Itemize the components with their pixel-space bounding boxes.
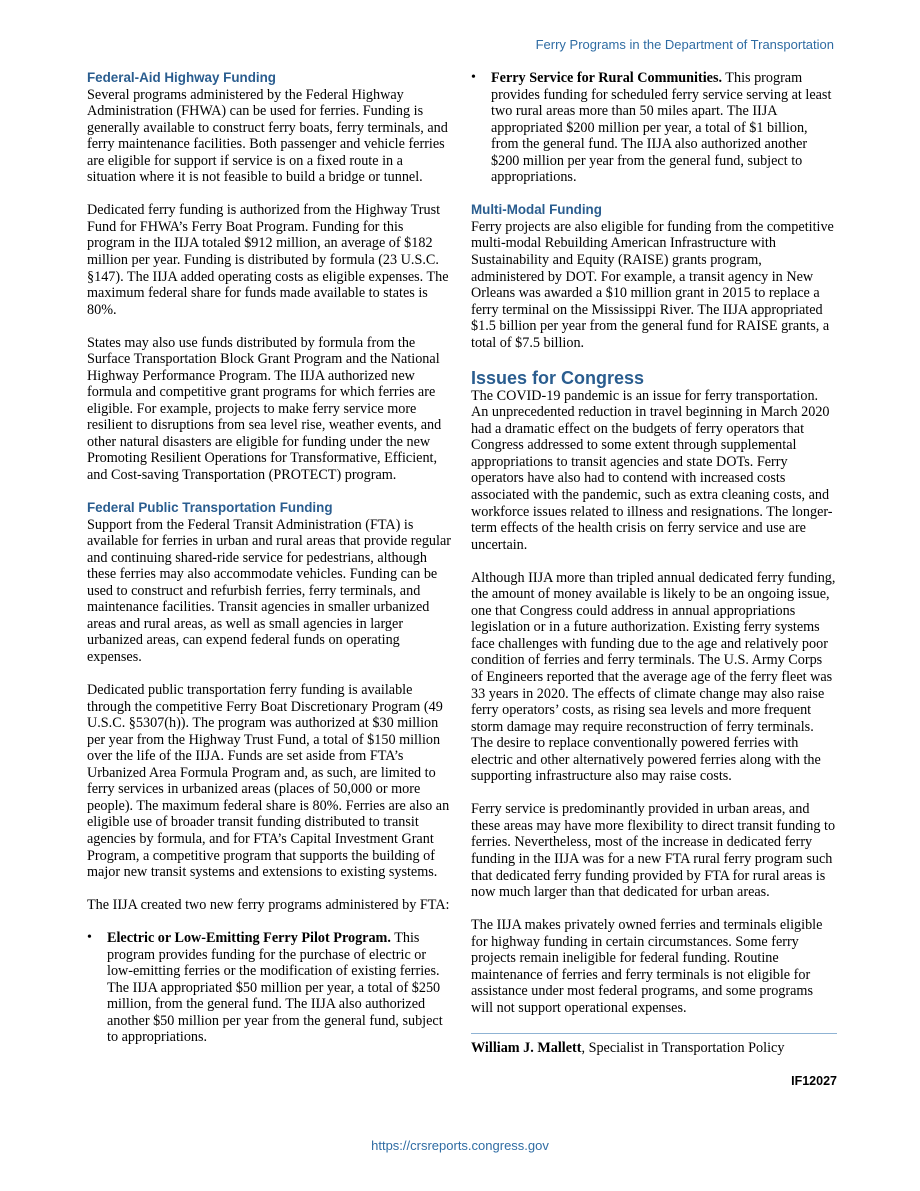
list-item-electric-ferry-pilot	[87, 930, 451, 1046]
program-list-continued	[471, 70, 837, 186]
footer-url: https://crsreports.congress.gov	[371, 1138, 549, 1153]
paragraph: The IIJA makes privately owned ferries and terminals eligible for highway funding in certain circumstances. Some ferry projects remain ineligible for federal funding. Routine maintenance of ferries and ferry terminals is not eligible for assistance under most federal programs, and some programs will not support operational expenses.	[471, 917, 823, 1016]
section-heading-multi-modal: Multi-Modal Funding	[471, 202, 602, 218]
paragraph: Dedicated ferry funding is authorized from the Highway Trust Fund for FHWA’s Ferry Boat Program. Funding for this program in the IIJA totaled $912 million, an average of $182 million per year. Funding is distributed by formula (23 U.S.C. §147). The IIJA added operating costs as eligible expenses. The maximum federal share for funds made available to states is 80%.	[87, 202, 449, 318]
paragraph: Ferry service is predominantly provided in urban areas, and these areas may have more flexibility to direct transit funding to ferries. Nevertheless, most of the increase in dedicated ferry funding in the IIJA was for a new FTA rural ferry program such that dedicated ferry funding provided by FTA for rural areas is now much larger than that dedicated for urban areas.	[471, 801, 836, 901]
left-column	[87, 70, 451, 1062]
list-item-text: This program provides funding for the purchase of electric or low-emitting ferries or the modification of existing ferries. The IIJA appropriated $50 million per year, a total of $250 million, from the general fund. The IIJA also authorized another $50 million per year from the general fund, subject to appropriations.	[107, 930, 443, 1046]
author-line	[471, 1040, 837, 1057]
list-item-title: Ferry Service for Rural Communities.	[491, 70, 723, 86]
program-list	[87, 930, 451, 1046]
list-item-title: Electric or Low-Emitting Ferry Pilot Program.	[107, 930, 391, 947]
paragraph: The IIJA created two new ferry programs administered by FTA:	[87, 897, 450, 914]
author-name: William J. Mallett	[471, 1039, 582, 1056]
list-item-rural-ferry-service	[471, 70, 837, 186]
paragraph: Support from the Federal Transit Administration (FTA) is available for ferries in urban and rural areas that provide regular and continuing shared-ride service for pedestrians, although these ferries may also accommodate vehicles. Funding can be used to construct and refurbish ferries, ferry terminals, and maintenance facilities. Transit agencies in smaller urbanized areas and rural areas, as well as small agencies in larger urbanized areas, can expend federal funds on operating expenses.	[87, 516, 451, 665]
paragraph: Dedicated public transportation ferry funding is available through the competitive Ferry Boat Discretionary Program (49 U.S.C. §5307(h)). The program was authorized at $30 million per year from the Highway Trust Fund, a total of $150 million over the life of the IIJA. Funds are set aside from FTA’s Urbanized Area Formula Program and, as such, are limited to ferry services in urbanized areas (places of 50,000 or more people). The maximum federal share is 80%. Ferries are also an eligible use of broader transit funding distributed to transit agencies by formula, and for FTA’s Capital Investment Grant Program, a competitive program that supports the building of major new transit systems and extensions to existing systems.	[87, 682, 450, 881]
bullet-icon: •	[87, 930, 92, 946]
bullet-icon: •	[471, 70, 476, 85]
list-item-text: This program provides funding for scheduled ferry service serving at least two rural areas more than 50 miles apart. The IIJA appropriated $200 million per year, a total of $1 billion, from the general fund. The IIJA also authorized another $200 million per year from the general fund, subject to appropriations.	[491, 70, 832, 186]
paragraph: Several programs administered by the Federal Highway Administration (FHWA) can be used for ferries. Funding is generally available to construct ferry boats, ferry terminals, and ferry maintenance facilities. Both passenger and vehicle ferries are eligible for support if service is on a fixed route in a situation where it is not feasible to build a bridge or tunnel.	[87, 86, 448, 186]
paragraph: Although IIJA more than tripled annual dedicated ferry funding, the amount of money available is likely to be an ongoing issue, one that Congress could address in annual appropriations legislation or in a future authorization. Existing ferry systems face challenges with funding due to the age and relatively poor condition of ferries and ferry terminals. The U.S. Army Corps of Engineers reported that the average age of the ferry fleet was 33 years in 2020. The effects of climate change may also raise ferry operators’ costs, as rising sea levels and more frequent storm damage may require reconstruction of ferry terminals. The desire to replace conventionally powered ferries with electric and other alternatively powered ferries along with the supporting infrastructure also may raise costs.	[471, 569, 836, 785]
section-heading-issues-for-congress: Issues for Congress	[471, 367, 645, 388]
paragraph: The COVID-19 pandemic is an issue for ferry transportation. An unprecedented reduction in travel beginning in March 2020 had a dramatic effect on the budgets of ferry operators that Congress addressed to some extent through supplemental appropriations to transit agencies and state DOTs. Ferry operators have also had to contend with increased costs associated with the pandemic, such as extra cleaning costs, and workforce issues related to illness and resignations. The longer-term effects of the health crisis on ferry service and use are uncertain.	[471, 387, 833, 553]
running-header-title: Ferry Programs in the Department of Transportation	[535, 37, 834, 52]
paragraph: States may also use funds distributed by formula from the Surface Transportation Block Grant Program and the National Highway Performance Program. The IIJA authorized new formula and competitive grant programs for which ferries are eligible. For example, projects to make ferry service more resilient to disruptions from sea level rise, weather events, and other natural disasters are eligible for funding under the new Promoting Resilient Operations for Transformative, Efficient, and Cost-saving Transportation (PROTECT) program.	[87, 334, 442, 484]
section-heading-federal-aid-highway: Federal-Aid Highway Funding	[87, 70, 276, 85]
report-id: IF12027	[791, 1073, 837, 1088]
author-title: , Specialist in Transportation Policy	[581, 1039, 785, 1056]
divider	[471, 1033, 837, 1034]
paragraph: Ferry projects are also eligible for funding from the competitive multi-modal Rebuilding American Infrastructure with Sustainability and Equity (RAISE) grants program, administered by DOT. For example, a transit agency in New Orleans was awarded a $10 million grant in 2015 to replace a ferry terminal on the Mississippi River. The IIJA appropriated $1.5 billion per year from the general fund for RAISE grants, a total of $7.5 billion.	[471, 218, 834, 351]
right-column	[471, 70, 837, 1089]
section-heading-federal-public-transportation: Federal Public Transportation Funding	[87, 500, 333, 516]
